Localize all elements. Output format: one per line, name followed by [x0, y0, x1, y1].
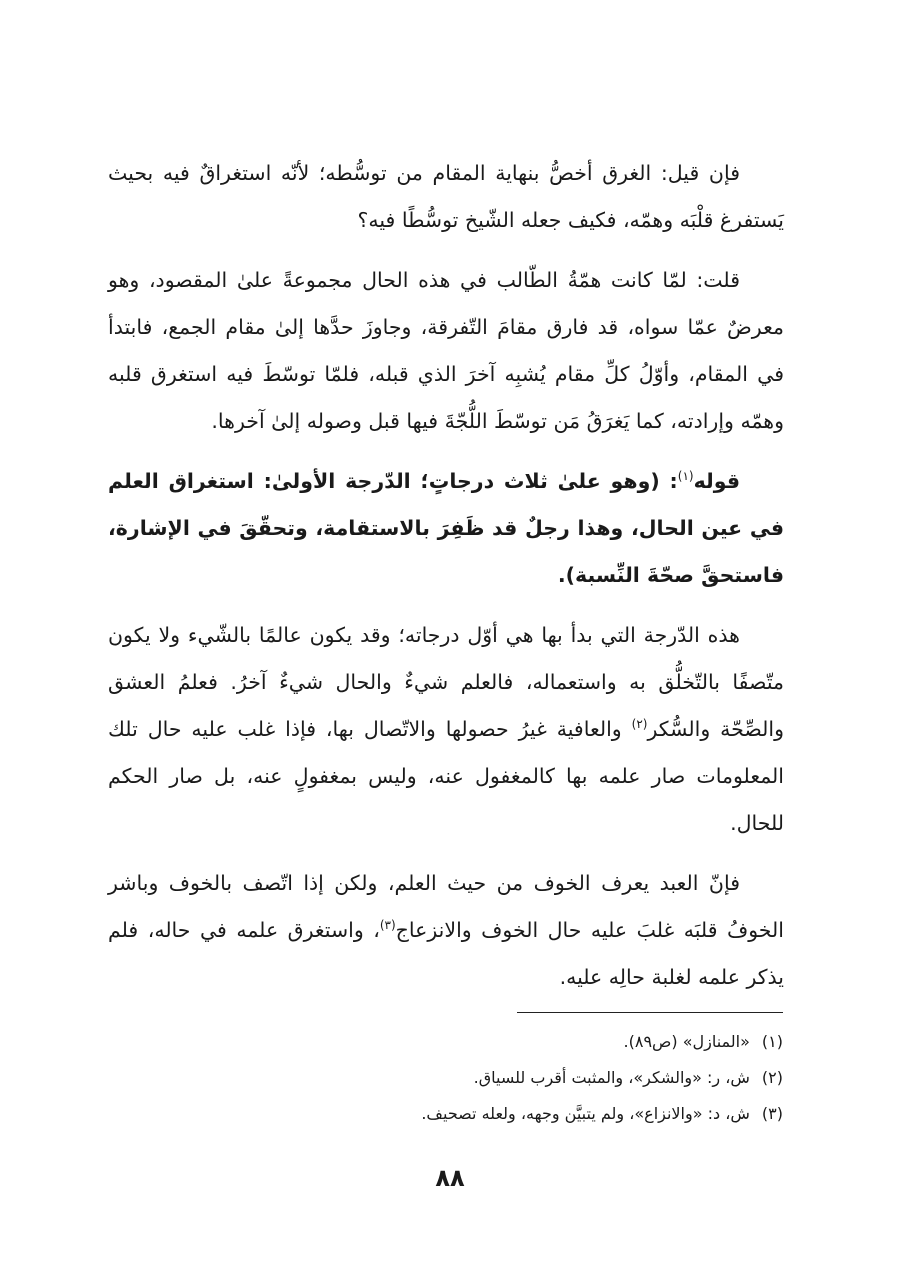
footnote-number: (١): [761, 1032, 783, 1051]
footnote-divider: [517, 1012, 783, 1013]
paragraph-first-degree: [108, 612, 784, 847]
paragraph-text: فإن قيل: الغرق أخصُّ بنهاية المقام من توسُّطه؛ لأنّه استغراقٌ فيه بحيث يَستفرغ قلْبَه وهمّه، فكيف جعله الشّيخ توسُّطًا فيه؟: [108, 161, 784, 232]
quote-text: : (وهو علىٰ ثلاث درجاتٍ؛ الدّرجة الأولىٰ: استغراق العلم في عين الحال، وهذا رجلٌ قد ظَفِرَ بالاستقامة، وتحقّقَ في الإشارة، فاستحقَّ صحّةَ النِّسبة).: [108, 469, 784, 587]
main-text: [108, 150, 784, 1014]
paragraph-objection: [108, 150, 784, 244]
footnote-ref-2[interactable]: (٢): [631, 717, 648, 732]
footnote-text: ش، ر: «والشكر»، والمثبت أقرب للسياق.: [473, 1068, 750, 1087]
paragraph-text-start: فإنّ العبد يعرف الخوف من حيث العلم، ولكن إذا اتّصف بالخوف وباشر الخوفُ قلبَه غلبَ عليه حال الخوف والانزعاج: [108, 871, 784, 942]
footnote-item: [107, 1024, 783, 1060]
page-number: ٨٨: [435, 1164, 465, 1192]
footnotes: [107, 1024, 783, 1132]
quote-lead: قوله: [693, 469, 740, 493]
footnote-text: «المنازل» (ص٨٩).: [623, 1032, 750, 1051]
paragraph-fear: [108, 860, 784, 1001]
footnote-ref-3[interactable]: (٣): [379, 918, 396, 933]
paragraph-text-start: هذه الدّرجة التي بدأ بها هي أوّل درجاته؛ وقد يكون عالمًا بالشّيء ولا يكون متّصفًا بالتّخلُّق به واستعماله، فالعلم شيءٌ والحال شيءٌ آخرُ. فعلمُ العشق والصِّحّة والسُّكر: [108, 623, 784, 741]
footnote-ref-1[interactable]: (١): [677, 469, 694, 484]
paragraph-quote: [108, 458, 784, 599]
paragraph-text-end: ، واستغرق علمه في حاله، فلم يذكر علمه لغلبة حالِه عليه.: [108, 918, 784, 989]
footnote-number: (٣): [761, 1104, 783, 1123]
footnote-item: [107, 1096, 783, 1132]
footnote-number: (٢): [761, 1068, 783, 1087]
paragraph-text: قلت: لمّا كانت همّةُ الطّالب في هذه الحال مجموعةً علىٰ المقصود، وهو معرضٌ عمّا سواه، قد فارق مقامَ التّفرقة، وجاوزَ حدَّها إلىٰ مقام الجمع، فابتدأ في المقام، وأوّلُ كلِّ مقام يُشبِه آخرَ الذي قبله، فلمّا توسّطَ فيه استغرق قلبه وهمّه وإرادته، كما يَغرَقُ مَن توسّطَ اللُّجّةَ فيها قبل وصوله إلىٰ آخرها.: [108, 268, 784, 433]
footnote-item: [107, 1060, 783, 1096]
footnote-text: ش، د: «والانزاع»، ولم يتبيَّن وجهه، ولعله تصحيف.: [421, 1104, 750, 1123]
paragraph-answer: [108, 257, 784, 445]
paragraph-text-end: والعافية غيرُ حصولها والاتّصال بها، فإذا غلب عليه حال تلك المعلومات صار علمه بها كالمغفول عنه، وليس بمغفولٍ عنه، بل صار الحكم للحال.: [108, 717, 784, 835]
